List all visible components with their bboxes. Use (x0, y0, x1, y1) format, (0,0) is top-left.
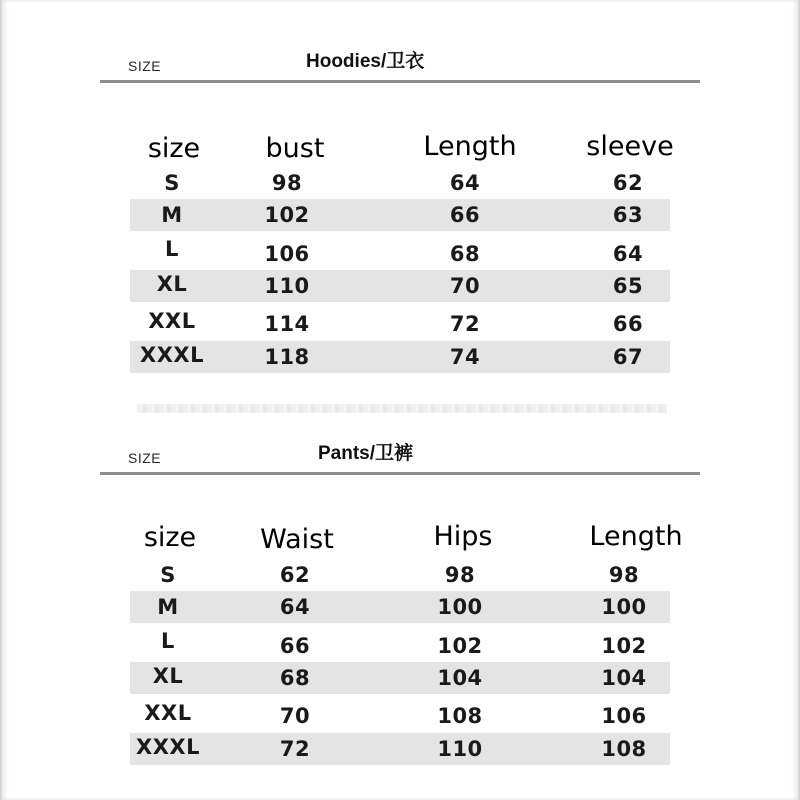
cell-size: M (157, 595, 179, 619)
cell-hips: 104 (437, 666, 483, 690)
table-row (130, 630, 670, 662)
pants-title: Pants/卫裤 (318, 443, 414, 464)
cell-waist: 64 (279, 595, 311, 619)
cell-size: XXXL (140, 343, 204, 367)
cell-length: 64 (449, 171, 481, 195)
cell-size: S (160, 563, 176, 587)
header-waist: Waist (260, 524, 334, 555)
cell-length: 102 (601, 634, 647, 658)
cell-waist: 66 (279, 634, 311, 658)
cell-sleeve: 65 (612, 274, 644, 298)
cell-size: M (161, 203, 183, 227)
hoodies-header (100, 52, 700, 83)
cell-length: 98 (608, 563, 640, 587)
header-hips: Hips (433, 521, 493, 552)
table-row (130, 167, 670, 199)
cell-length: 70 (449, 274, 481, 298)
cell-length: 66 (449, 203, 481, 227)
cell-bust: 98 (271, 171, 303, 195)
cell-waist: 70 (279, 704, 311, 728)
cell-bust: 106 (264, 242, 310, 266)
pants-size-label: SIZE (128, 450, 162, 466)
table-row (130, 238, 670, 270)
cell-hips: 102 (437, 634, 483, 658)
table-row (130, 591, 670, 623)
header-bust: bust (265, 133, 325, 164)
section-divider (137, 404, 667, 413)
cell-length: 74 (449, 345, 481, 369)
cell-sleeve: 62 (612, 171, 644, 195)
cell-bust: 118 (264, 345, 310, 369)
cell-size: XXXL (136, 735, 200, 759)
header-size: size (143, 522, 197, 553)
header-sleeve: sleeve (586, 131, 674, 162)
cell-hips: 110 (437, 737, 483, 761)
cell-hips: 108 (437, 704, 483, 728)
cell-sleeve: 63 (612, 203, 644, 227)
cell-length: 108 (601, 737, 647, 761)
cell-hips: 98 (444, 563, 476, 587)
cell-bust: 114 (264, 312, 310, 336)
table-row (130, 662, 670, 694)
cell-length: 104 (601, 666, 647, 690)
cell-size: XXL (148, 309, 196, 333)
hoodies-title: Hoodies/卫衣 (306, 51, 425, 72)
cell-size: XXL (144, 701, 192, 725)
cell-waist: 68 (279, 666, 311, 690)
cell-bust: 110 (264, 274, 310, 298)
cell-size: L (165, 237, 179, 261)
table-row (130, 733, 670, 765)
cell-size: XL (152, 664, 184, 688)
hoodies-size-label: SIZE (128, 58, 162, 74)
cell-length: 106 (601, 704, 647, 728)
cell-sleeve: 66 (612, 312, 644, 336)
table-row (130, 199, 670, 231)
table-row (130, 308, 670, 340)
header-length: Length (423, 131, 517, 162)
table-row (130, 270, 670, 302)
cell-length: 68 (449, 242, 481, 266)
table-row (130, 700, 670, 732)
cell-size: S (164, 171, 180, 195)
cell-size: L (161, 629, 175, 653)
cell-waist: 72 (279, 737, 311, 761)
cell-hips: 100 (437, 595, 483, 619)
table-row (130, 341, 670, 373)
cell-bust: 102 (264, 203, 310, 227)
header-size: size (147, 133, 201, 164)
cell-waist: 62 (279, 563, 311, 587)
cell-sleeve: 67 (612, 345, 644, 369)
cell-length: 72 (449, 312, 481, 336)
pants-header (100, 444, 700, 475)
cell-sleeve: 64 (612, 242, 644, 266)
table-row (130, 559, 670, 591)
cell-length: 100 (601, 595, 647, 619)
cell-size: XL (156, 272, 188, 296)
header-length: Length (589, 521, 683, 552)
